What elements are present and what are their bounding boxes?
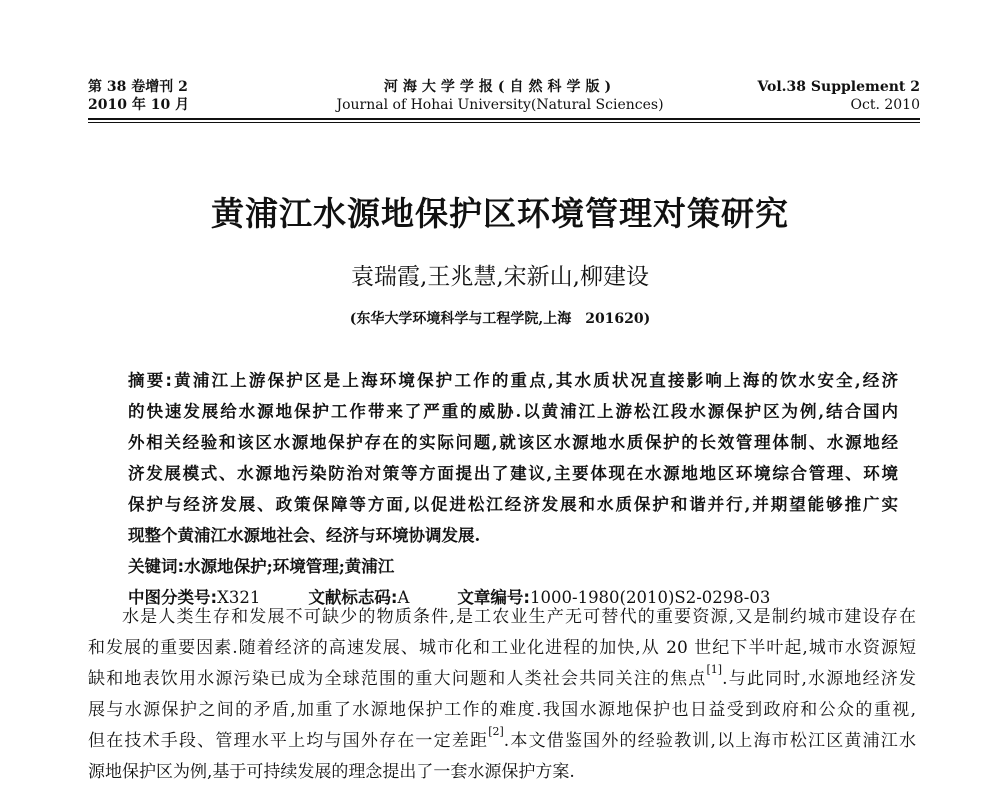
journal-name-en: Journal of Hohai University(Natural Sciences) — [336, 97, 664, 113]
header-volume-en-line: Vol.38 Supplement 2 — [757, 79, 920, 95]
body-line-text: 但在技术手段、管理水平上均与国外存在一定差距 — [88, 731, 489, 751]
header-volume: 第 38 卷增刊 2 — [88, 79, 188, 95]
header-date-en: Oct. 2010 — [850, 97, 920, 113]
body-text — [88, 602, 916, 788]
clc-value: X321 — [217, 588, 261, 607]
abstract-line: 黄浦江上游保护区是上海环境保护工作的重点,其水质状况直接影响上海的饮水安全,经济 — [171, 371, 898, 390]
keywords — [128, 551, 898, 582]
doc-code-label: 文献标志码: — [308, 588, 398, 607]
abstract-block — [128, 365, 898, 613]
body-line: 和发展的重要因素.随着经济的高速发展、城市化和工业化进程的加快,从 20 世纪下半叶起,城市水资源短 — [88, 638, 916, 658]
abstract-line: 现整个黄浦江水源地社会、经济与环境协调发展. — [128, 526, 481, 545]
body-line: 水是人类生存和发展不可缺少的物质条件,是工农业生产无可替代的重要资源,又是制约城市建设存在 — [122, 607, 916, 627]
body-line-text: .与此同时,水源地经济发 — [722, 669, 917, 689]
article-no-label: 文章编号: — [457, 588, 530, 607]
abstract-line: 外相关经验和该区水源地保护存在的实际问题,就该区水源地水质保护的长效管理体制、水源地经 — [128, 433, 898, 452]
authors: 袁瑞霞,王兆慧,宋新山,柳建设 — [351, 264, 649, 290]
citation-ref: [2] — [488, 725, 504, 738]
keywords-value: 水源地保护;环境管理;黄浦江 — [184, 557, 395, 576]
abstract-line: 保护与经济发展、政策保障等方面,以促进松江经济发展和水质保护和谐并行,并期望能够推广实 — [128, 495, 898, 514]
header-volume-en — [757, 78, 920, 114]
body-line — [88, 664, 916, 695]
body-line — [88, 726, 916, 757]
abstract-line: 的快速发展给水源地保护工作带来了严重的威胁.以黄浦江上游松江段水源保护区为例,结合国内 — [128, 402, 898, 421]
clc-label: 中图分类号: — [128, 588, 218, 607]
header-issue — [88, 78, 189, 114]
body-line-text: 缺和地表饮用水源污染已成为全球范围的重大问题和人类社会共同关注的焦点 — [88, 669, 707, 689]
header-date: 2010 年 10 月 — [88, 97, 190, 113]
body-line: 源地保护区为例,基于可持续发展的理念提出了一套水源保护方案. — [88, 762, 575, 782]
body-line-text: .本文借鉴国外的经验教训,以上海市松江区黄浦江水 — [503, 731, 916, 751]
affiliation: (东华大学环境科学与工程学院,上海 201620) — [349, 311, 651, 327]
paper-title: 黄浦江水源地保护区环境管理对策研究 — [211, 194, 789, 233]
citation-ref: [1] — [706, 663, 723, 676]
journal-name-cn: 河海大学学报(自然科学版) — [383, 79, 617, 95]
body-line: 展与水源保护之间的矛盾,加重了水源地保护工作的难度.我国水源地保护也日益受到政府和公众的重视, — [88, 700, 916, 720]
header-rule-thin — [88, 122, 920, 123]
abstract-label: 摘要: — [128, 371, 172, 390]
header-rule — [88, 118, 920, 120]
abstract-line: 济发展模式、水源地污染防治对策等方面提出了建议,主要体现在水源地地区环境综合管理、环境 — [128, 464, 898, 483]
doc-code-value: A — [397, 588, 410, 607]
keywords-label: 关键词: — [128, 557, 185, 576]
header-journal — [300, 78, 700, 114]
article-no-value: 1000-1980(2010)S2-0298-03 — [530, 588, 771, 607]
